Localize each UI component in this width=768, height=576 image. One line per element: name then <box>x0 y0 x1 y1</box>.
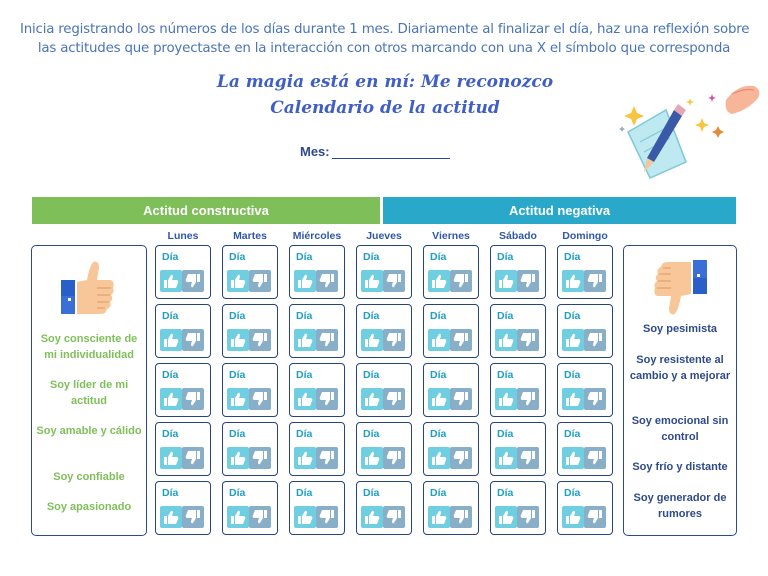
thumbs-down-icon[interactable] <box>584 388 606 410</box>
thumbs-up-icon[interactable] <box>495 388 517 410</box>
day-cell-label: Día <box>497 487 514 499</box>
weekday-monday: Lunes <box>167 230 199 242</box>
instructions <box>20 20 748 58</box>
constructive-attitude-header: Actitud constructiva <box>32 197 380 224</box>
thumbs-down-icon[interactable] <box>450 447 472 469</box>
thumbs-up-icon[interactable] <box>294 270 316 292</box>
day-cell-label: Día <box>296 428 313 440</box>
thumbs-down-icon[interactable] <box>316 388 338 410</box>
thumbs-down-icon[interactable] <box>517 388 539 410</box>
thumbs-up-icon[interactable] <box>361 388 383 410</box>
day-cell[interactable] <box>289 363 345 417</box>
attitude-leader: Soy líder de mi actitud <box>49 379 129 407</box>
thumbs-up-icon[interactable] <box>160 447 182 469</box>
day-cell-label: Día <box>430 428 447 440</box>
month-field[interactable] <box>300 144 450 159</box>
day-cell[interactable] <box>423 481 479 535</box>
negative-attitudes-panel <box>623 245 737 536</box>
thumbs-down-icon[interactable] <box>316 506 338 528</box>
thumbs-down-icon[interactable] <box>584 447 606 469</box>
day-cell[interactable] <box>356 304 412 358</box>
attitude-kind-warm: Soy amable y cálido <box>36 425 142 437</box>
thumbs-up-icon[interactable] <box>294 447 316 469</box>
thumbs-down-icon[interactable] <box>249 447 271 469</box>
thumbs-down-icon[interactable] <box>383 270 405 292</box>
thumbs-up-icon[interactable] <box>160 329 182 351</box>
instructions-line-2: las actitudes que proyectaste en la interacción con otros marcando con una X el símbolo que corresponda <box>37 41 731 56</box>
thumbs-up-icon[interactable] <box>294 388 316 410</box>
day-cell[interactable] <box>557 245 613 299</box>
day-cell-label: Día <box>564 310 581 322</box>
attitude-cold-distant: Soy frío y distante <box>632 461 728 473</box>
weekday-sunday: Domingo <box>562 230 608 242</box>
day-cell-label: Día <box>430 310 447 322</box>
thumbs-up-icon[interactable] <box>428 388 450 410</box>
day-cell[interactable] <box>490 481 546 535</box>
weekday-wednesday: Miércoles <box>292 230 342 242</box>
thumbs-up-icon[interactable] <box>160 388 182 410</box>
thumbs-down-icon[interactable] <box>450 388 472 410</box>
day-cell[interactable] <box>490 363 546 417</box>
day-cell[interactable] <box>222 363 278 417</box>
thumbs-up-icon <box>59 258 117 318</box>
thumbs-down-icon[interactable] <box>450 506 472 528</box>
thumbs-up-icon[interactable] <box>361 329 383 351</box>
constructive-attitudes-panel <box>31 245 147 536</box>
weekday-thursday: Jueves <box>366 230 402 242</box>
day-cell-label: Día <box>229 487 246 499</box>
hand-icon <box>726 86 760 114</box>
day-cell-label: Día <box>162 369 179 381</box>
thumbs-up-icon[interactable] <box>562 506 584 528</box>
day-cell-label: Día <box>363 487 380 499</box>
day-cell[interactable] <box>423 422 479 476</box>
day-cell-label: Día <box>363 428 380 440</box>
page-subtitle: Calendario de la actitud <box>270 98 500 118</box>
day-cell[interactable] <box>356 481 412 535</box>
day-cell[interactable] <box>222 304 278 358</box>
thumbs-up-icon[interactable] <box>361 270 383 292</box>
day-cell-label: Día <box>162 428 179 440</box>
day-cell-label: Día <box>363 251 380 263</box>
attitude-reliable: Soy confiable <box>53 471 125 483</box>
thumbs-up-icon[interactable] <box>227 329 249 351</box>
thumbs-up-icon[interactable] <box>495 270 517 292</box>
thumbs-up-icon[interactable] <box>227 447 249 469</box>
attitude-rumor-generator: Soy generador de rumores <box>633 492 727 520</box>
month-blank-line[interactable] <box>332 145 450 159</box>
thumbs-down-icon[interactable] <box>182 506 204 528</box>
day-cell-label: Día <box>229 369 246 381</box>
day-cell[interactable] <box>155 245 211 299</box>
thumbs-down-icon[interactable] <box>450 270 472 292</box>
day-cell-label: Día <box>162 251 179 263</box>
thumbs-down-icon[interactable] <box>249 270 271 292</box>
thumbs-up-icon[interactable] <box>495 506 517 528</box>
day-cell-label: Día <box>564 251 581 263</box>
thumbs-down-icon[interactable] <box>383 388 405 410</box>
thumbs-down-icon[interactable] <box>517 329 539 351</box>
thumbs-up-icon[interactable] <box>227 270 249 292</box>
day-cell[interactable] <box>557 304 613 358</box>
thumbs-down-icon[interactable] <box>584 506 606 528</box>
day-cell[interactable] <box>423 363 479 417</box>
negative-attitude-header: Actitud negativa <box>383 197 736 224</box>
thumbs-down-icon[interactable] <box>249 329 271 351</box>
day-cell-label: Día <box>296 251 313 263</box>
thumbs-up-icon[interactable] <box>361 447 383 469</box>
day-cell-label: Día <box>296 310 313 322</box>
day-cell-label: Día <box>564 369 581 381</box>
thumbs-up-icon[interactable] <box>428 506 450 528</box>
thumbs-up-icon[interactable] <box>428 270 450 292</box>
day-cell[interactable] <box>289 245 345 299</box>
thumbs-up-icon[interactable] <box>294 506 316 528</box>
day-cell[interactable] <box>155 422 211 476</box>
day-cell[interactable] <box>222 481 278 535</box>
thumbs-down-icon[interactable] <box>182 270 204 292</box>
thumbs-down-icon[interactable] <box>517 447 539 469</box>
day-cell-label: Día <box>229 310 246 322</box>
weekday-tuesday: Martes <box>233 230 267 242</box>
thumbs-down-icon[interactable] <box>249 506 271 528</box>
thumbs-down-icon[interactable] <box>517 270 539 292</box>
day-cell[interactable] <box>155 363 211 417</box>
day-cell[interactable] <box>222 422 278 476</box>
day-cell[interactable] <box>423 245 479 299</box>
day-cell-label: Día <box>564 428 581 440</box>
thumbs-up-icon[interactable] <box>361 506 383 528</box>
day-cell[interactable] <box>490 422 546 476</box>
day-cell[interactable] <box>356 422 412 476</box>
day-cell-label: Día <box>363 369 380 381</box>
day-cell[interactable] <box>289 304 345 358</box>
attitude-uncontrolled-emotional: Soy emocional sin control <box>631 415 729 443</box>
thumbs-up-icon[interactable] <box>428 447 450 469</box>
thumbs-down-icon[interactable] <box>249 388 271 410</box>
thumbs-down-icon[interactable] <box>316 447 338 469</box>
thumbs-down-icon[interactable] <box>182 388 204 410</box>
thumbs-up-icon[interactable] <box>294 329 316 351</box>
day-cell-label: Día <box>296 369 313 381</box>
day-cell-label: Día <box>564 487 581 499</box>
day-cell-label: Día <box>229 428 246 440</box>
thumbs-down-icon[interactable] <box>316 270 338 292</box>
day-cell-label: Día <box>430 251 447 263</box>
day-cell[interactable] <box>490 245 546 299</box>
attitude-passionate: Soy apasionado <box>46 501 132 513</box>
attitude-pessimistic: Soy pesimista <box>643 323 717 335</box>
day-cell[interactable] <box>557 363 613 417</box>
attitude-resistant-to-change: Soy resistente al cambio y a mejorar <box>629 354 731 382</box>
day-cell[interactable] <box>289 422 345 476</box>
month-label: Mes: <box>300 144 330 159</box>
day-cell-label: Día <box>363 310 380 322</box>
weekday-saturday: Sábado <box>499 230 537 242</box>
day-cell-label: Día <box>497 369 514 381</box>
thumbs-up-icon[interactable] <box>227 388 249 410</box>
thumbs-up-icon[interactable] <box>562 270 584 292</box>
day-cell-label: Día <box>162 310 179 322</box>
instructions-line-1: Inicia registrando los números de los días durante 1 mes. Diariamente al finalizar el día, haz una reflexión sobre <box>20 22 750 37</box>
day-cell[interactable] <box>289 481 345 535</box>
thumbs-down-icon[interactable] <box>584 270 606 292</box>
thumbs-up-icon[interactable] <box>562 447 584 469</box>
day-cell[interactable] <box>356 245 412 299</box>
day-cell-label: Día <box>497 310 514 322</box>
thumbs-down-icon[interactable] <box>383 447 405 469</box>
thumbs-up-icon[interactable] <box>227 506 249 528</box>
thumbs-down-icon[interactable] <box>383 329 405 351</box>
thumbs-up-icon[interactable] <box>160 270 182 292</box>
day-cell[interactable] <box>490 304 546 358</box>
day-cell[interactable] <box>155 304 211 358</box>
day-cell[interactable] <box>356 363 412 417</box>
magic-wand-illustration <box>614 80 762 180</box>
thumbs-down-icon[interactable] <box>383 506 405 528</box>
thumbs-down-icon[interactable] <box>182 447 204 469</box>
thumbs-down-icon <box>651 258 709 318</box>
thumbs-down-icon[interactable] <box>450 329 472 351</box>
thumbs-up-icon[interactable] <box>160 506 182 528</box>
thumbs-up-icon[interactable] <box>495 447 517 469</box>
thumbs-down-icon[interactable] <box>517 506 539 528</box>
attitude-conscious-individuality: Soy consciente de mi individualidad <box>40 333 138 361</box>
weekday-header-row <box>0 230 768 244</box>
day-cell[interactable] <box>557 481 613 535</box>
thumbs-up-icon[interactable] <box>428 329 450 351</box>
thumbs-down-icon[interactable] <box>316 329 338 351</box>
day-cell[interactable] <box>557 422 613 476</box>
page-title: La magia está en mí: Me reconozco <box>216 72 554 92</box>
thumbs-down-icon[interactable] <box>182 329 204 351</box>
day-cell-label: Día <box>296 487 313 499</box>
day-cell[interactable] <box>222 245 278 299</box>
day-cell-label: Día <box>497 251 514 263</box>
thumbs-up-icon[interactable] <box>495 329 517 351</box>
thumbs-up-icon[interactable] <box>562 329 584 351</box>
thumbs-up-icon[interactable] <box>562 388 584 410</box>
day-cell-label: Día <box>162 487 179 499</box>
day-cell-label: Día <box>430 369 447 381</box>
weekday-friday: Viernes <box>432 230 470 242</box>
day-cell[interactable] <box>155 481 211 535</box>
day-cell-label: Día <box>229 251 246 263</box>
day-cell-label: Día <box>430 487 447 499</box>
thumbs-down-icon[interactable] <box>584 329 606 351</box>
day-cell[interactable] <box>423 304 479 358</box>
day-cell-label: Día <box>497 428 514 440</box>
